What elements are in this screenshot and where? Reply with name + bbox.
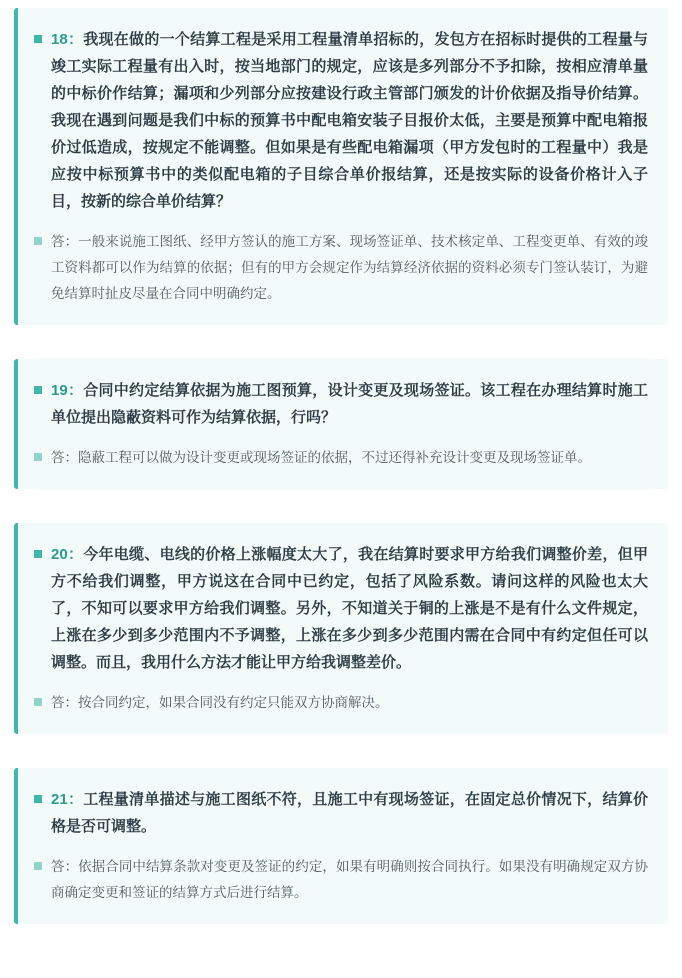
question-block	[34, 786, 648, 840]
question-number: 20：	[51, 546, 84, 563]
answer-body: 隐蔽工程可以做为设计变更或现场签证的依据，不过还得补充设计变更及现场签证单。	[78, 450, 591, 465]
question-number: 21：	[51, 791, 84, 808]
question-block	[34, 541, 648, 676]
answer-text	[51, 229, 648, 307]
answer-prefix: 答：	[51, 695, 78, 710]
answer-block	[34, 854, 648, 906]
square-bullet-icon	[34, 453, 42, 461]
question-body: 今年电缆、电线的价格上涨幅度太大了，我在结算时要求甲方给我们调整价差，但甲方不给我们调整，甲方说这在合同中已约定，包括了风险系数。请问这样的风险也太大了，不知可以要求甲方给我们调整。另外，不知道关于铜的上涨是不是有什么文件规定，上涨在多少到多少范围内不予调整，上涨在多少到多少范围内需在合同中有约定但任可以调整。而且，我用什么方法才能让甲方给我调整差价。	[51, 546, 648, 671]
answer-block	[34, 229, 648, 307]
qa-card	[14, 359, 668, 489]
question-body: 我现在做的一个结算工程是采用工程量清单招标的，发包方在招标时提供的工程量与竣工实际工程量有出入时，按当地部门的规定，应该是多列部分不予扣除，按相应清单量的中标价作结算；漏项和少列部分应按建设行政主管部门颁发的计价依据及指导价结算。我现在遇到问题是我们中标的预算书中配电箱安装子目报价太低，主要是预算中配电箱报价过低造成，按规定不能调整。但如果是有些配电箱漏项（甲方发包时的工程量中）我是应按中标预算书中的类似配电箱的子目综合单价报结算，还是按实际的设备价格计入子目，按新的综合单价结算？	[51, 31, 648, 210]
square-bullet-icon	[34, 35, 42, 43]
question-text	[51, 26, 648, 215]
question-body: 工程量清单描述与施工图纸不符，且施工中有现场签证，在固定总价情况下，结算价格是否可调整。	[51, 791, 648, 835]
answer-block	[34, 690, 648, 716]
answer-text	[51, 854, 648, 906]
square-bullet-icon	[34, 698, 42, 706]
answer-prefix: 答：	[51, 450, 78, 465]
question-block	[34, 26, 648, 215]
qa-card	[14, 8, 668, 325]
square-bullet-icon	[34, 862, 42, 870]
question-number: 19：	[51, 382, 84, 399]
answer-body: 按合同约定，如果合同没有约定只能双方协商解决。	[78, 695, 389, 710]
square-bullet-icon	[34, 795, 42, 803]
question-text	[51, 377, 648, 431]
answer-block	[34, 445, 648, 471]
answer-text	[51, 690, 648, 716]
qa-card	[14, 523, 668, 734]
answer-prefix: 答：	[51, 859, 79, 874]
question-body: 合同中约定结算依据为施工图预算，设计变更及现场签证。该工程在办理结算时施工单位提出隐蔽资料可作为结算依据，行吗？	[51, 382, 648, 426]
square-bullet-icon	[34, 386, 42, 394]
question-block	[34, 377, 648, 431]
answer-text	[51, 445, 648, 471]
question-text	[51, 786, 648, 840]
answer-body: 一般来说施工图纸、经甲方签认的施工方案、现场签证单、技术核定单、工程变更单、有效的竣工资料都可以作为结算的依据；但有的甲方会规定作为结算经济依据的资料必须专门签认装订，为避免结算时扯皮尽量在合同中明确约定。	[51, 234, 648, 301]
square-bullet-icon	[34, 550, 42, 558]
answer-body: 依据合同中结算条款对变更及签证的约定，如果有明确则按合同执行。如果没有明确规定双方协商确定变更和签证的结算方式后进行结算。	[51, 859, 648, 900]
question-number: 18：	[51, 31, 84, 48]
question-text	[51, 541, 648, 676]
square-bullet-icon	[34, 237, 42, 245]
qa-card	[14, 768, 668, 924]
answer-prefix: 答：	[51, 234, 79, 249]
